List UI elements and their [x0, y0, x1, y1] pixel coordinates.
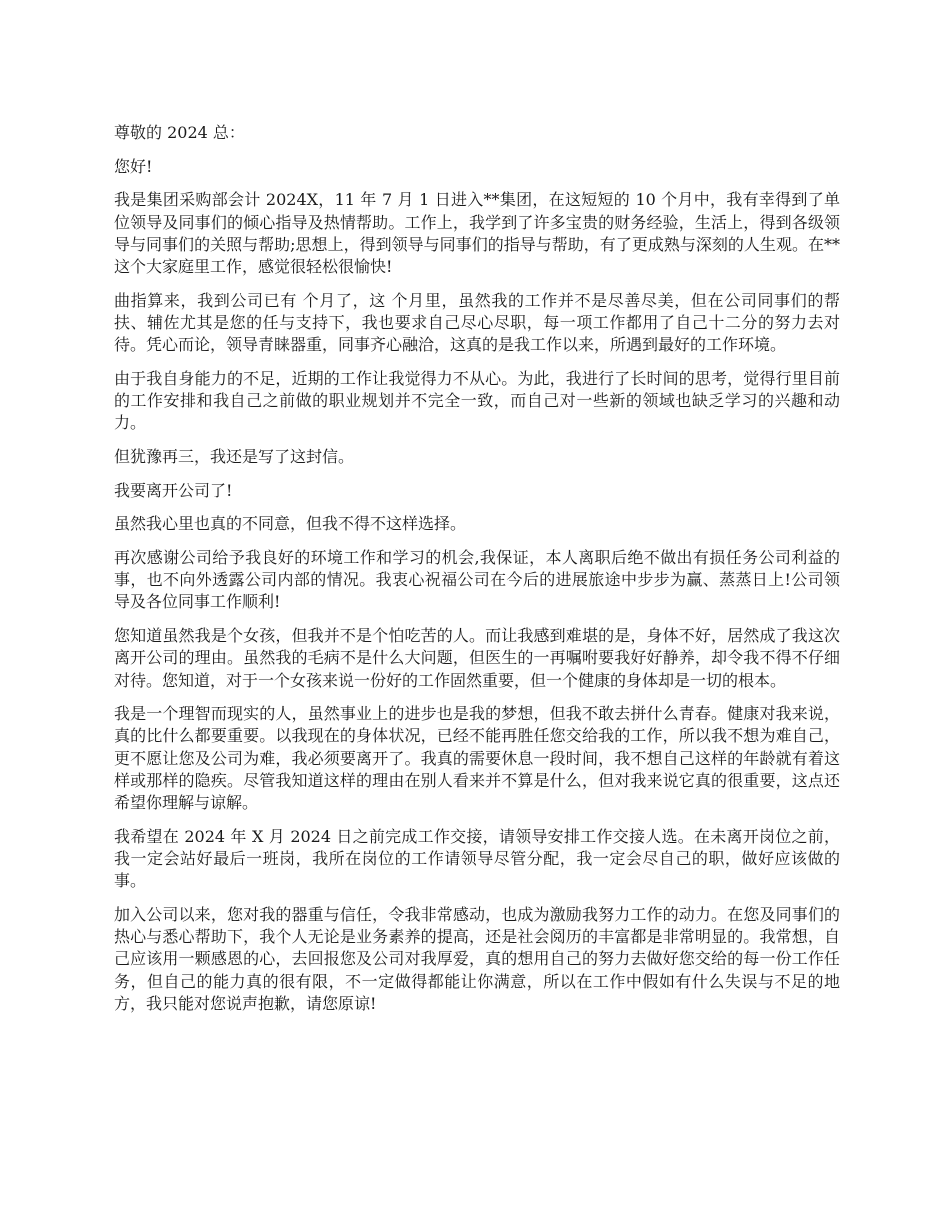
paragraph-4: 但犹豫再三，我还是写了这封信。	[114, 446, 355, 466]
paragraph-5: 我要离开公司了!	[114, 480, 233, 500]
paragraph-3: 由于我自身能力的不足，近期的工作让我觉得力不从心。为此，我进行了长时间的思考，觉得行里目前的工作安排和我自己之前做的职业规划并不完全一致，而自己对一些新的领域也缺乏学习的兴趣和动力。	[114, 368, 840, 433]
paragraph-9: 我是一个理智而现实的人，虽然事业上的进步也是我的梦想，但我不敢去拼什么青春。健康对我来说，真的比什么都要重要。以我现在的身体状况，已经不能再胜任您交给我的工作，所以我不想为难自己，更不愿让您及公司为难，我必须要离开了。我真的需要休息一段时间，我不想自己这样的年龄就有着这样或那样的隐疾。尽管我知道这样的理由在别人看来并不算是什么，但对我来说它真的很重要，这点还希望你理解与谅解。	[114, 704, 840, 813]
salutation: 尊敬的 2024 总：	[114, 123, 245, 142]
paragraph-11: 加入公司以来，您对我的器重与信任，令我非常感动，也成为激励我努力工作的动力。在您及同事们的热心与悉心帮助下，我个人无论是业务素养的提高，还是社会阅历的丰富都是非常明显的。我常想，自己应该用一颗感恩的心，去回报您及公司对我厚爱，真的想用自己的努力去做好您交给的每一份工作任务，但自己的能力真的很有限，不一定做得都能让你满意，所以在工作中假如有什么失误与不足的地方，我只能对您说声抱歉，请您原谅!	[114, 904, 840, 1013]
paragraph-1: 我是集团采购部会计 2024X，11 年 7 月 1 日进入**集团，在这短短的 10 个月中，我有幸得到了单位领导及同事们的倾心指导及热情帮助。工作上，我学到了许多宝贵的财务经验，生活上，得到各级领导与同事们的关照与帮助;思想上，得到领导与同事们的指导与帮助，有了更成熟与深刻的人生观。在**这个大家庭里工作，感觉很轻松很愉快!	[114, 190, 840, 277]
letter-body	[114, 122, 840, 1026]
paragraph-8: 您知道虽然我是个女孩，但我并不是个怕吃苦的人。而让我感到难堪的是，身体不好，居然成了我这次离开公司的理由。虽然我的毛病不是什么大问题，但医生的一再嘱咐要我好好静养，却令我不得不仔细对待。您知道，对于一个女孩来说一份好的工作固然重要，但一个健康的身体却是一切的根本。	[114, 626, 840, 690]
paragraph-7: 再次感谢公司给予我良好的环境工作和学习的机会,我保证，本人离职后绝不做出有损任务公司利益的事，也不向外透露公司内部的情况。我衷心祝福公司在今后的进展旅途中步步为赢、蒸蒸日上!公司领导及各位同事工作顺利!	[114, 548, 840, 612]
greeting: 您好!	[114, 156, 153, 176]
paragraph-10: 我希望在 2024 年 X 月 2024 日之前完成工作交接，请领导安排工作交接人选。在未离开岗位之前，我一定会站好最后一班岗，我所在岗位的工作请领导尽管分配，我一定会尽自己的职，做好应该做的事。	[114, 826, 840, 891]
paragraph-6: 虽然我心里也真的不同意，但我不得不这样选择。	[114, 514, 467, 534]
paragraph-2: 曲指算来，我到公司已有 个月了，这 个月里，虽然我的工作并不是尽善尽美，但在公司同事们的帮扶、辅佐尤其是您的任与支持下，我也要求自己尽心尽职，每一项工作都用了自己十二分的努力去对待。凭心而论，领导青睐器重，同事齐心融洽，这真的是我工作以来，所遇到最好的工作环境。	[114, 290, 840, 355]
